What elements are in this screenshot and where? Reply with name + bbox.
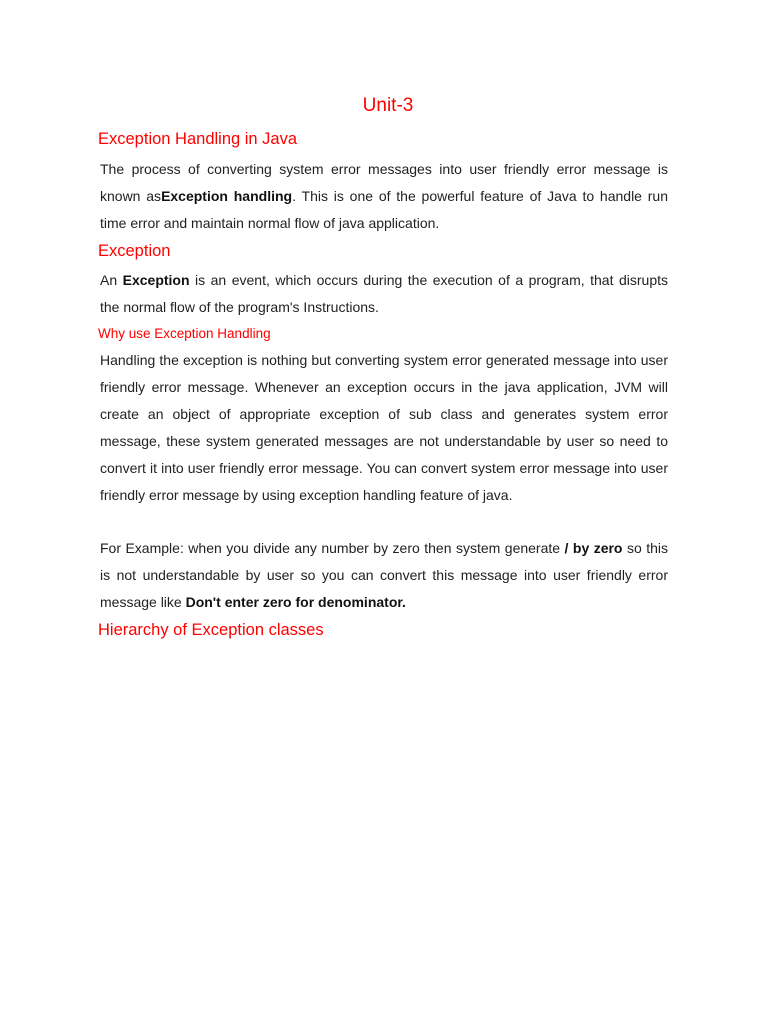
paragraph-text: The process of converting system error messages into user friendly error message is known as bbox=[100, 161, 668, 204]
page-title: Unit-3 bbox=[362, 95, 414, 116]
heading-hierarchy-of-exception-classes: Hierarchy of Exception classes bbox=[98, 621, 324, 639]
paragraph-text: An bbox=[100, 272, 123, 288]
bold-term-dont-enter-zero: Don't enter zero for denominator. bbox=[185, 594, 406, 610]
paragraph-why-use-exception-handling: Handling the exception is nothing but converting system error generated message into user friendly error message. Whenever an exception occurs in the java application, JVM will create an object of appropriate exception of sub class and generates system error message, these system generated messages are not understandable by user so need to convert it into user friendly error message. You can convert system error message into user friendly error message by using exception handling feature of java. bbox=[100, 352, 668, 503]
paragraph-example bbox=[100, 535, 668, 616]
paragraph-text: . This is one of the powerful feature of Java to handle run time error and maintain normal flow of java application. bbox=[100, 188, 668, 231]
bold-term-exception-handling: Exception handling bbox=[161, 188, 293, 204]
heading-exception: Exception bbox=[98, 242, 171, 260]
heading-exception-handling-in-java: Exception Handling in Java bbox=[98, 130, 298, 148]
paragraph-text: so this is not understandable by user so you can convert this message into user friendly error message like bbox=[100, 540, 668, 610]
heading-why-use-exception-handling: Why use Exception Handling bbox=[98, 326, 271, 341]
paragraph-text: is an event, which occurs during the execution of a program, that disrupts the normal flow of the program's Instructions. bbox=[100, 272, 669, 315]
paragraph-text: For Example: when you divide any number by zero then system generate bbox=[100, 540, 565, 556]
bold-term-by-zero: / by zero bbox=[564, 540, 623, 556]
paragraph-exception-handling-definition bbox=[100, 156, 668, 237]
bold-term-exception: Exception bbox=[122, 272, 190, 288]
paragraph-exception-definition bbox=[100, 267, 668, 321]
